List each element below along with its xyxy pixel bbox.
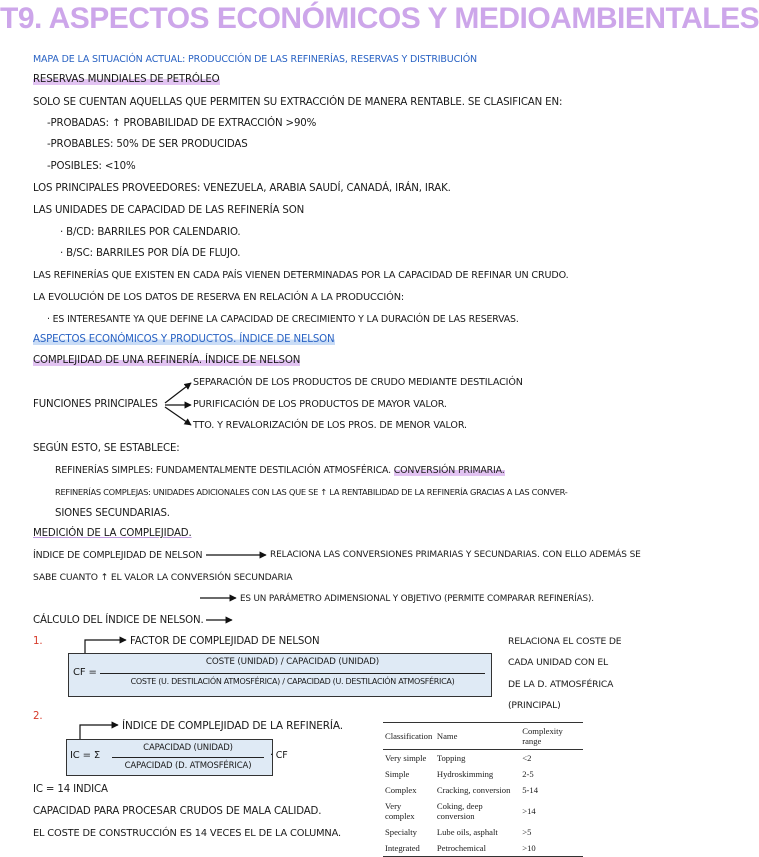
table-row — [383, 782, 583, 798]
table-cell: Simple — [385, 769, 410, 779]
according-text: SEGÚN ESTO, SE ESTABLECE: — [33, 443, 180, 454]
table-row — [383, 798, 583, 824]
footer-line2: EL COSTE DE CONSTRUCCIÓN ES 14 VECES EL DE LA COLUMNA. — [33, 828, 341, 839]
complex-refineries-line1: REFINERÍAS COMPLEJAS: UNIDADES ADICIONALES CON LAS QUE SE ↑ LA RENTABILIDAD DE LA REFINERÍA GRACIAS A LAS CONVER- — [55, 487, 568, 497]
table-header-row — [383, 723, 583, 750]
complexity-table — [383, 722, 583, 857]
arrow-to-tratamiento — [165, 407, 191, 425]
arrow-formula1 — [85, 640, 126, 653]
nelson-relates-line2: SABE CUANTO ↑ EL VALOR LA CONVERSIÓN SECUNDARIA — [33, 572, 293, 583]
section2-heading: ASPECTOS ECONÓMICOS Y PRODUCTOS. ÍNDICE DE NELSON — [33, 334, 335, 345]
formula2-fraction-bar — [112, 757, 264, 758]
class-probables: -PROBABLES: 50% DE SER PRODUCIDAS — [47, 139, 248, 150]
table-cell: <2 — [522, 753, 532, 763]
formula2-denominator: CAPACIDAD (D. ATMOSFÉRICA) — [124, 761, 252, 771]
unit-bsc: · B/SC: BARRILES POR DÍA DE FLUJO. — [60, 248, 241, 259]
nelson-index-label: ÍNDICE DE COMPLEJIDAD DE NELSON — [33, 550, 203, 561]
table-cell: Complex — [385, 785, 417, 795]
formula1-note-3: DE LA D. ATMOSFÉRICA — [508, 679, 614, 690]
simple-refineries-text: REFINERÍAS SIMPLES: FUNDAMENTALMENTE DESTILACIÓN ATMOSFÉRICA. — [55, 465, 391, 476]
table-cell: Specialty — [385, 827, 417, 837]
formula2-numerator: CAPACIDAD (UNIDAD) — [143, 743, 233, 753]
arrow-formula2 — [80, 725, 118, 739]
formula2-number: 2. — [33, 711, 43, 722]
formula1-note-1: RELACIONA EL COSTE DE — [508, 636, 622, 647]
units-intro: LAS UNIDADES DE CAPACIDAD DE LAS REFINERÍA SON — [33, 205, 305, 216]
function-tratamiento: TTO. Y REVALORIZACIÓN DE LOS PROS. DE MENOR VALOR. — [193, 420, 467, 431]
table-cell: >10 — [520, 840, 583, 857]
evolution-text: LA EVOLUCIÓN DE LOS DATOS DE RESERVA EN RELACIÓN A LA PRODUCCIÓN: — [33, 292, 405, 303]
table-cell: Hydroskimming — [436, 769, 494, 779]
unit-bcd: · B/CD: BARRILES POR CALENDARIO. — [60, 227, 241, 238]
table-cell: Lube oils, asphalt — [436, 827, 498, 837]
table-row — [383, 824, 583, 840]
table-cell: Topping — [436, 753, 466, 763]
formula2-lhs: IC = Σ — [70, 750, 101, 761]
nelson-parameter: ES UN PARÁMETRO ADIMENSIONAL Y OBJETIVO (PERMITE COMPARAR REFINERÍAS). — [240, 594, 594, 604]
table-row — [383, 750, 583, 767]
formula1-numerator: COSTE (UNIDAD) / CAPACIDAD (UNIDAD) — [205, 657, 380, 667]
evolution-point: · ES INTERESANTE YA QUE DEFINE LA CAPACIDAD DE CRECIMIENTO Y LA DURACIÓN DE LAS RESERVAS. — [47, 314, 519, 325]
header-complexity-range: Complexity range — [520, 723, 583, 750]
table-cell: 2-5 — [522, 769, 534, 779]
formula1-fraction-bar — [100, 673, 485, 674]
measure-heading: MEDICIÓN DE LA COMPLEJIDAD. — [33, 528, 192, 539]
table-cell: 5-14 — [522, 785, 539, 795]
complex-refineries-line2: SIONES SECUNDARIAS. — [55, 508, 170, 519]
table-cell: Very simple — [385, 753, 427, 763]
table-row — [383, 840, 583, 857]
nelson-relates-line1: RELACIONA LAS CONVERSIONES PRIMARIAS Y SECUNDARIAS. CON ELLO ADEMÁS SE — [270, 550, 641, 560]
formula1-note-4: (PRINCIPAL) — [508, 700, 561, 711]
simple-refineries — [55, 465, 505, 476]
formula2-label: ÍNDICE DE COMPLEJIDAD DE LA REFINERÍA. — [122, 720, 343, 732]
primary-conversion: CONVERSIÓN PRIMARIA. — [393, 465, 505, 476]
formula1-denominator: COSTE (U. DESTILACIÓN ATMOSFÉRICA) / CAPACIDAD (U. DESTILACIÓN ATMOSFÉRICA) — [130, 677, 455, 686]
reserves-intro: SOLO SE CUENTAN AQUELLAS QUE PERMITEN SU EXTRACCIÓN DE MANERA RENTABLE. SE CLASIFICAN EN: — [33, 97, 563, 108]
formula1-label: FACTOR DE COMPLEJIDAD DE NELSON — [130, 636, 320, 647]
table-cell: >14 — [522, 806, 536, 816]
ic-value: IC = 14 INDICA — [33, 784, 108, 795]
capacity-text: LAS REFINERÍAS QUE EXISTEN EN CADA PAÍS VIENEN DETERMINADAS POR LA CAPACIDAD DE REFINAR UN CRUDO. — [33, 270, 569, 281]
table-cell: Petrochemical — [435, 840, 520, 857]
table-cell: >5 — [522, 827, 532, 837]
formula1-lhs: CF = — [73, 667, 97, 678]
formula2-tail: · CF — [270, 750, 288, 761]
class-posibles: -POSIBLES: <10% — [47, 161, 136, 172]
function-separacion: SEPARACIÓN DE LOS PRODUCTOS DE CRUDO MEDIANTE DESTILACIÓN — [193, 377, 523, 388]
header-name: Name — [435, 723, 520, 750]
table-cell: Cracking, conversion — [436, 785, 511, 795]
table-cell: Very complex — [385, 801, 415, 821]
table-cell: Integrated — [383, 840, 435, 857]
function-purificacion: PURIFICACIÓN DE LOS PRODUCTOS DE MAYOR VALOR. — [193, 399, 447, 410]
arrow-to-separacion — [165, 383, 191, 403]
functions-label: FUNCIONES PRINCIPALES — [33, 399, 158, 410]
section1-subheading: RESERVAS MUNDIALES DE PETRÓLEO — [33, 74, 220, 85]
formula1-number: 1. — [33, 636, 43, 647]
providers-text: LOS PRINCIPALES PROVEEDORES: VENEZUELA, ARABIA SAUDÍ, CANADÁ, IRÁN, IRAK. — [33, 183, 451, 194]
calc-heading: CÁLCULO DEL ÍNDICE DE NELSON. — [33, 615, 204, 626]
header-classification: Classification — [383, 723, 435, 750]
section2-subheading: COMPLEJIDAD DE UNA REFINERÍA. ÍNDICE DE NELSON — [33, 355, 301, 366]
footer-line1: CAPACIDAD PARA PROCESAR CRUDOS DE MALA CALIDAD. — [33, 806, 322, 817]
table-cell: Coking, deep conversion — [436, 801, 483, 821]
formula1-note-2: CADA UNIDAD CON EL — [508, 657, 608, 668]
page-title: T9. ASPECTOS ECONÓMICOS Y MEDIOAMBIENTALES — [0, 2, 759, 35]
section1-heading: MAPA DE LA SITUACIÓN ACTUAL: PRODUCCIÓN DE LAS REFINERÍAS, RESERVAS Y DISTRIBUCIÓN — [33, 54, 478, 65]
class-probadas: -PROBADAS: ↑ PROBABILIDAD DE EXTRACCIÓN >90% — [47, 118, 317, 129]
table-row — [383, 766, 583, 782]
